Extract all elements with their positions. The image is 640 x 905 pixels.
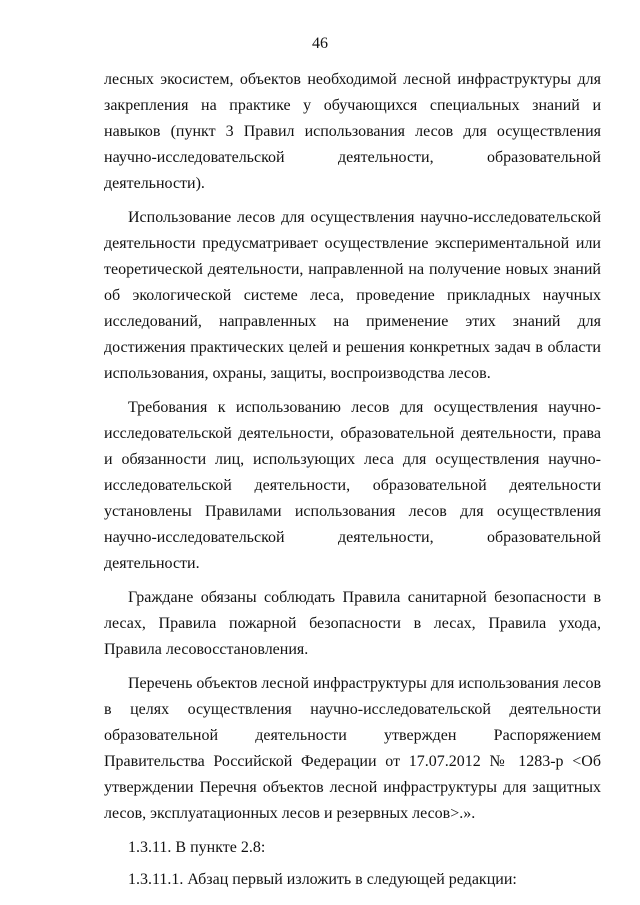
paragraph-continuation: лесных экосистем, объектов необходимой лесной инфраструктуры для закрепления на практике у обучающихся специальных знаний и навыков (пункт 3 Правил использования лесов для осуществления научно-исследовательской деятельности, образовательной деятельности). bbox=[104, 71, 601, 192]
paragraph-requirements: Требования к использованию лесов для осуществления научно-исследовательской деятельности, образовательной деятельности, права и обязанности лиц, использующих леса для осуществления научно-исследовательской деятельности, образовательной деятельности установлены Правилами использования лесов для осуществления научно-исследовательской деятельности, образовательной деятельности. bbox=[104, 399, 601, 572]
paragraph-citizen-obligations: Граждане обязаны соблюдать Правила санитарной безопасности в лесах, Правила пожарной безопасности в лесах, Правила ухода, Правила лесовосстановления. bbox=[104, 589, 601, 658]
clause-1-3-11: 1.3.11. В пункте 2.8: bbox=[128, 839, 266, 856]
clause-1-3-11-1: 1.3.11.1. Абзац первый изложить в следующей редакции: bbox=[128, 871, 517, 888]
page-number: 46 bbox=[312, 35, 328, 52]
paragraph-infrastructure-list: Перечень объектов лесной инфраструктуры для использования лесов в целях осуществления научно-исследовательской деятельности образовательной деятельности утвержден Распоряжением Правительства Российской Федерации от 17.07.2012 № 1283-р <Об утверждении Перечня объектов лесной инфраструктуры для защитных лесов, эксплуатационных лесов и резервных лесов>.». bbox=[104, 675, 601, 822]
document-body bbox=[104, 67, 601, 899]
paragraph-forest-use-research: Использование лесов для осуществления научно-исследовательской деятельности предусматривает осуществление экспериментальной или теоретической деятельности, направленной на получение новых знаний об экологической системе леса, проведение прикладных научных исследований, направленных на применение этих знаний для достижения практических целей и решения конкретных задач в области использования, охраны, защиты, воспроизводства лесов. bbox=[104, 209, 601, 382]
